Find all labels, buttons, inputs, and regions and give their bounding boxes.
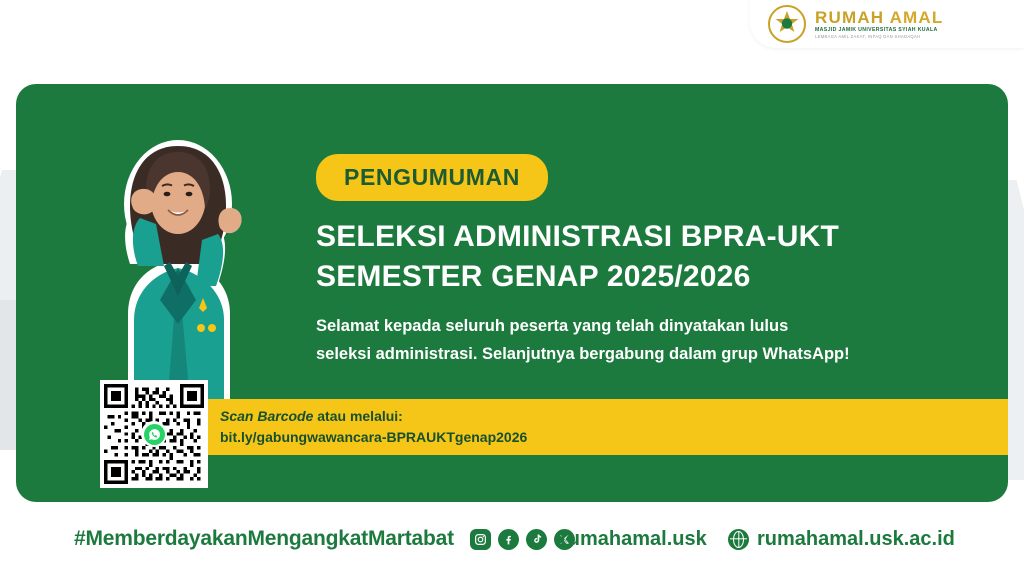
scan-instruction-strip (194, 399, 1008, 455)
announcement-card (16, 84, 1008, 502)
globe-icon (728, 529, 749, 550)
instagram-icon[interactable] (470, 529, 491, 550)
brand-name-part2: AMAL (889, 7, 944, 27)
body-line-2: seleksi administrasi. Selanjutnya bergabung dalam grup WhatsApp! (316, 345, 850, 364)
status-badge: PENGUMUMAN (316, 154, 548, 201)
footer-bar (0, 502, 1024, 576)
social-handle[interactable]: rumahamal.usk (560, 527, 707, 550)
scan-instruction-rest: atau melalui: (313, 408, 403, 424)
page-title (316, 217, 976, 297)
brand-subtitle-primary: MASJID JAMIK UNIVERSITAS SYIAH KUALA (815, 26, 938, 33)
website-url[interactable]: rumahamal.usk.ac.id (757, 527, 955, 550)
brand-name-part1: RUMAH (815, 7, 885, 27)
announcement-body (316, 312, 976, 369)
tiktok-icon[interactable] (526, 529, 547, 550)
headline-line-1: SELEKSI ADMINISTRASI BPRA-UKT (316, 220, 840, 253)
brand-name (815, 9, 943, 26)
body-line-1: Selamat kepada seluruh peserta yang telah dinyatakan lulus (316, 317, 789, 335)
facebook-icon[interactable] (498, 529, 519, 550)
scan-instruction-emphasis: Scan Barcode (220, 408, 314, 424)
whatsapp-icon (141, 421, 167, 447)
website-group[interactable] (728, 528, 955, 551)
scan-instruction-label (220, 408, 1008, 424)
headline-line-2: SEMESTER GENAP 2025/2026 (316, 260, 751, 294)
campaign-hashtag: #MemberdayakanMengangkatMartabat (74, 527, 454, 550)
registration-link[interactable]: bit.ly/gabungwawancara-BPRAUKTgenap2026 (220, 429, 528, 445)
qr-code-icon[interactable] (100, 380, 208, 488)
mosque-star-logo-icon (768, 5, 806, 43)
brand-logo-plate (750, 0, 1024, 48)
brand-subtitle-secondary: LEMBAGA AMIL ZAKAT, INFAQ DAN SHADAQAH (815, 34, 921, 39)
